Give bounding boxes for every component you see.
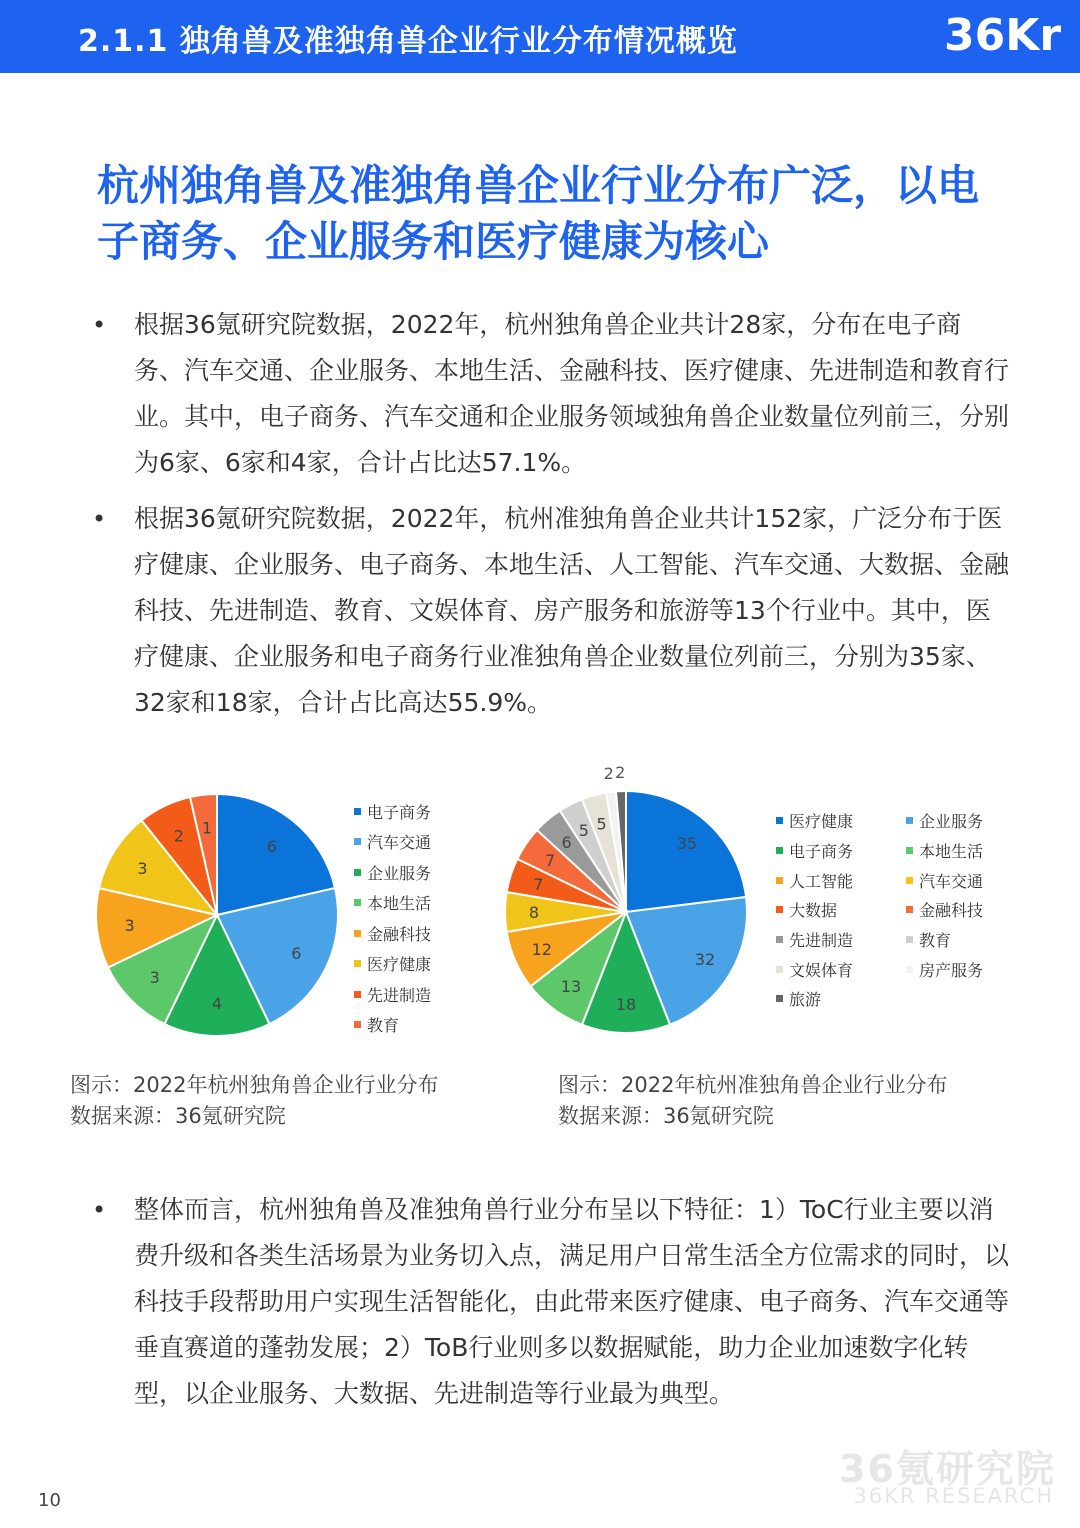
bullet-item [90, 1187, 1010, 1417]
legend-swatch [776, 966, 783, 973]
data-label: 32 [694, 950, 716, 970]
legend-swatch [776, 877, 783, 884]
data-label: 5 [578, 821, 589, 841]
legend-swatch [776, 817, 783, 824]
watermark-cn: 36氪研究院 [839, 1447, 1056, 1491]
legend-item [906, 954, 1026, 984]
logo-text: 36Kr [944, 10, 1062, 61]
data-label: 13 [560, 976, 582, 996]
legend-swatch [354, 899, 361, 906]
legend-item [354, 979, 431, 1010]
header-bar [0, 0, 1080, 73]
legend-item [906, 895, 1026, 925]
legend-swatch [906, 877, 913, 884]
legend-swatch [776, 995, 783, 1002]
data-label: 7 [533, 874, 544, 894]
legend-item [354, 796, 431, 827]
legend-swatch [354, 808, 361, 815]
page-headline: 杭州独角兽及准独角兽企业行业分布广泛，以电子商务、企业服务和医疗健康为核心 [97, 161, 980, 266]
legend-swatch [906, 936, 913, 943]
legend-label: 先进制造 [789, 931, 854, 951]
bullet-list-bottom [90, 1187, 1010, 1427]
legend-item [906, 806, 1026, 836]
legend-item [776, 954, 906, 984]
legend-label: 企业服务 [919, 812, 984, 832]
legend-item [776, 836, 906, 866]
legend-item [776, 895, 906, 925]
legend-label: 教育 [919, 931, 952, 951]
data-label: 3 [124, 915, 135, 935]
bullet-dot: • [92, 311, 107, 339]
legend-label: 金融科技 [367, 924, 432, 944]
data-label: 6 [291, 944, 302, 964]
data-label: 6 [266, 837, 277, 857]
bullet-dot: • [92, 505, 107, 533]
watermark-en: 36KR RESEARCH [853, 1484, 1054, 1508]
legend-swatch [354, 991, 361, 998]
legend-swatch [354, 1021, 361, 1028]
data-label: 1 [202, 818, 213, 838]
data-label: 35 [676, 834, 698, 854]
data-label: 5 [596, 814, 607, 834]
legend-item [776, 806, 906, 836]
legend-label: 人工智能 [789, 871, 854, 891]
legend-item [354, 949, 431, 980]
caption-right-source: 数据来源：36氪研究院 [558, 1104, 774, 1128]
legend-swatch [354, 838, 361, 845]
legend-item [906, 925, 1026, 955]
page-number: 10 [38, 1490, 61, 1511]
legend-item [906, 836, 1026, 866]
legend-label: 医疗健康 [367, 955, 432, 975]
legend-swatch [776, 936, 783, 943]
legend-label: 房产服务 [919, 960, 984, 980]
legend-item [776, 984, 906, 1014]
caption-left-title: 图示：2022年杭州独角兽企业行业分布 [70, 1073, 439, 1097]
legend-item [354, 918, 431, 949]
legend-swatch [906, 966, 913, 973]
legend-swatch [776, 906, 783, 913]
legend-item [354, 857, 431, 888]
pie-chart-unicorn [80, 780, 360, 1050]
legend-label: 大数据 [789, 901, 838, 921]
legend-swatch [354, 869, 361, 876]
brand-logo [940, 0, 1080, 73]
legend-swatch [906, 906, 913, 913]
data-label: 4 [211, 994, 223, 1013]
legend-item [354, 888, 431, 919]
legend-label: 旅游 [789, 990, 822, 1010]
data-label: 8 [528, 903, 540, 922]
caption-right-title: 图示：2022年杭州准独角兽企业行业分布 [558, 1073, 948, 1097]
data-label: 6 [561, 832, 572, 852]
caption-left-source: 数据来源：36氪研究院 [70, 1104, 286, 1128]
section-title: 2.1.1 独角兽及准独角兽企业行业分布情况概览 [78, 24, 738, 59]
bullet-text: 根据36氪研究院数据，2022年，杭州准独角兽企业共计152家，广泛分布于医疗健康、企业服务、电子商务、本地生活、人工智能、汽车交通、大数据、金融科技、先进制造、教育、文娱体育、房产服务和旅游等13个行业中。其中，医疗健康、企业服务和电子商务行业准独角兽企业数量位列前三，分别为35家、32家和18家，合计占比高达55.9%。 [134, 504, 1010, 717]
bullet-item [90, 302, 1010, 486]
data-label: 2 [173, 826, 184, 846]
legend-swatch [906, 847, 913, 854]
legend-swatch [354, 930, 361, 937]
legend-label: 文娱体育 [789, 960, 854, 980]
legend-label: 汽车交通 [367, 833, 432, 853]
legend-swatch [354, 960, 361, 967]
data-label: 18 [615, 995, 637, 1014]
caption-right [558, 1070, 947, 1132]
data-label: 2 [603, 764, 614, 784]
legend-item [354, 827, 431, 858]
legend-label: 医疗健康 [789, 812, 854, 832]
legend-item [776, 865, 906, 895]
legend-quasi-unicorn [776, 806, 1026, 1014]
legend-label: 汽车交通 [919, 871, 984, 891]
legend-swatch [776, 847, 783, 854]
legend-item [776, 925, 906, 955]
legend-label: 本地生活 [919, 842, 984, 862]
data-label: 3 [149, 968, 160, 988]
data-label: 2 [615, 763, 626, 783]
bullet-text: 根据36氪研究院数据，2022年，杭州独角兽企业共计28家，分布在电子商务、汽车交通、企业服务、本地生活、金融科技、医疗健康、先进制造和教育行业。其中，电子商务、汽车交通和企业服务领域独角兽企业数量位列前三，分别为6家、6家和4家，合计占比达57.1%。 [134, 310, 1010, 477]
data-label: 12 [531, 939, 552, 959]
bullet-dot: • [92, 1196, 107, 1224]
data-label: 7 [544, 851, 556, 871]
legend-label: 本地生活 [367, 894, 432, 914]
legend-swatch [906, 817, 913, 824]
legend-label: 先进制造 [367, 985, 432, 1005]
legend-label: 教育 [367, 1016, 400, 1036]
legend-label: 金融科技 [919, 901, 984, 921]
caption-left [70, 1070, 438, 1132]
legend-item [354, 1010, 431, 1041]
bullet-list-top [90, 302, 1010, 736]
data-label: 3 [137, 859, 148, 879]
legend-item [906, 865, 1026, 895]
legend-label: 企业服务 [367, 863, 432, 883]
legend-label: 电子商务 [789, 842, 854, 862]
legend-label: 电子商务 [367, 802, 432, 822]
legend-unicorn [354, 796, 431, 1040]
bullet-item [90, 496, 1010, 726]
bullet-text: 整体而言，杭州独角兽及准独角兽行业分布呈以下特征：1）ToC行业主要以消费升级和各类生活场景为业务切入点，满足用户日常生活全方位需求的同时，以科技手段帮助用户实现生活智能化，由此带来医疗健康、电子商务、汽车交通等垂直赛道的蓬勃发展；2）ToB行业则多以数据赋能，助力企业加速数字化转型，以企业服务、大数据、先进制造等行业最为典型。 [134, 1195, 1010, 1408]
pie-chart-quasi-unicorn [488, 762, 768, 1047]
